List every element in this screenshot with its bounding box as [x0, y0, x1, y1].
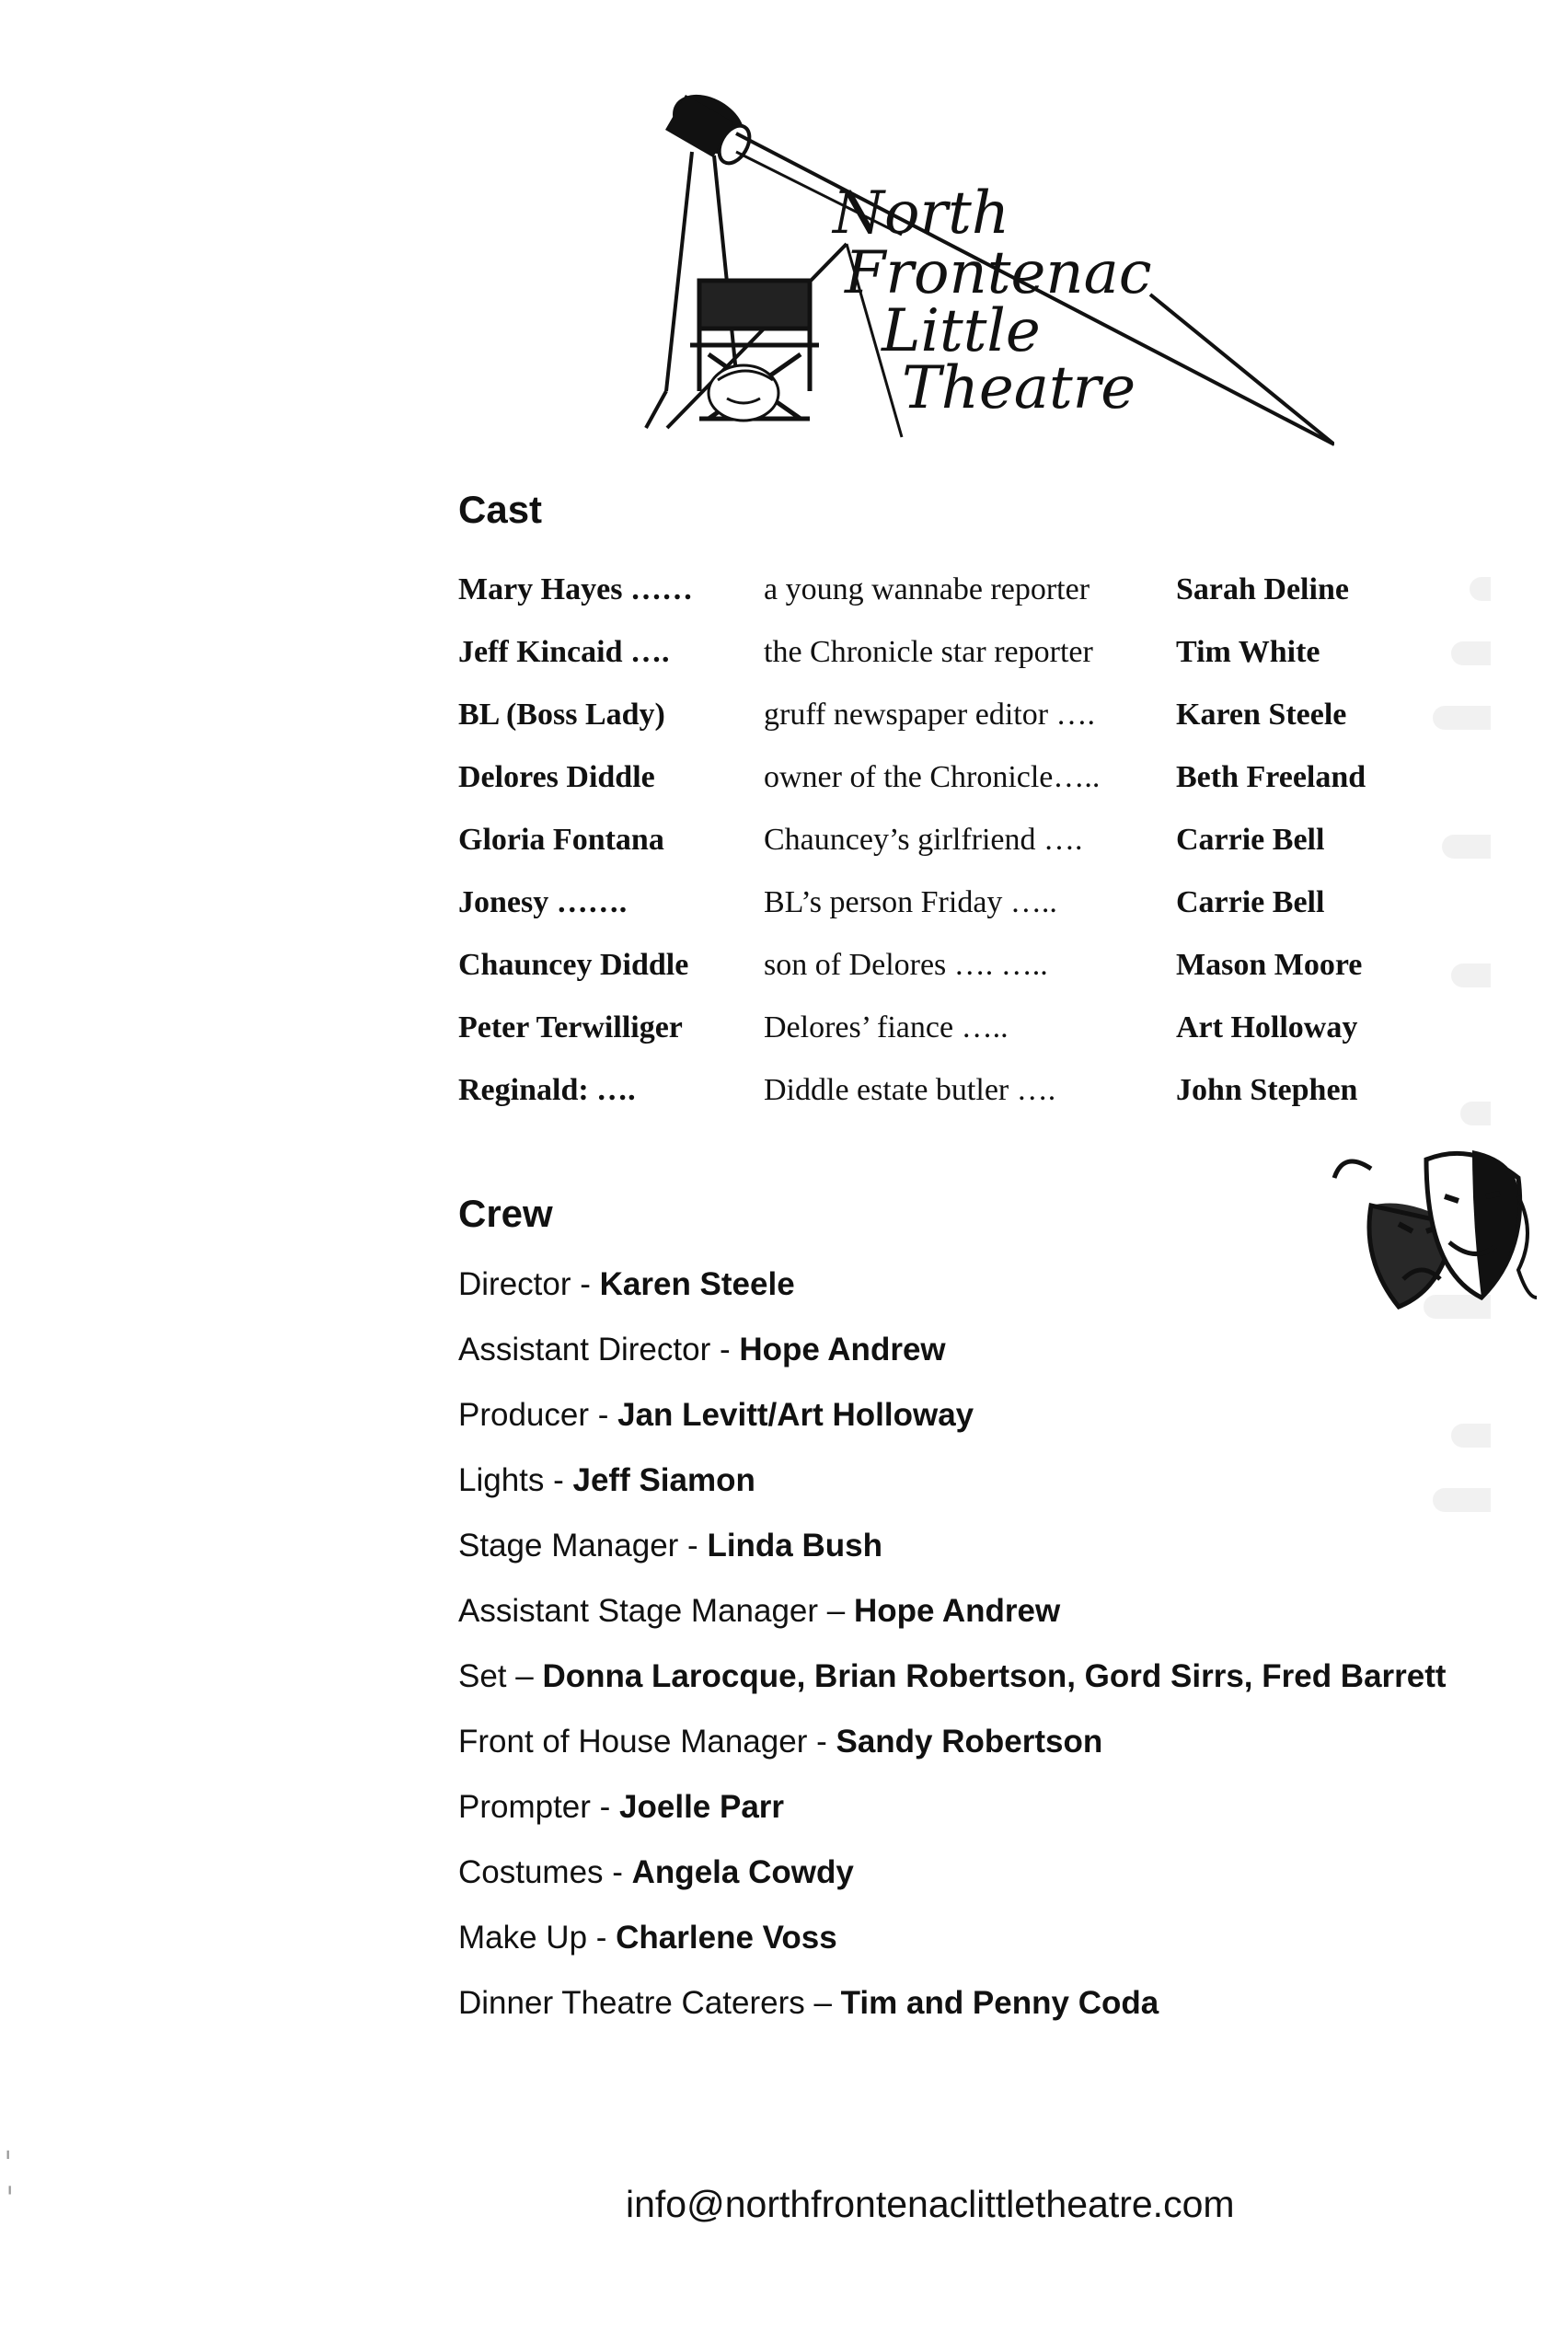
crew-role: Assistant Stage Manager –	[458, 1593, 854, 1629]
crew-member: Charlene Voss	[616, 1920, 837, 1956]
cast-actor: John Stephen	[1176, 1073, 1358, 1107]
cast-actor: Karen Steele	[1176, 698, 1347, 732]
crew-row	[458, 1462, 755, 1499]
cast-row	[458, 823, 1434, 878]
cast-character: Gloria Fontana	[458, 823, 664, 857]
cast-row	[458, 885, 1434, 940]
crew-row	[458, 1789, 784, 1826]
logo-word-north: North	[833, 179, 1010, 248]
cast-character: Delores Diddle	[458, 760, 655, 794]
cast-row	[458, 1010, 1434, 1066]
cast-actor: Art Holloway	[1176, 1010, 1358, 1044]
crew-member: Jan Levitt/Art Holloway	[617, 1397, 974, 1433]
cast-heading: Cast	[458, 488, 543, 531]
cast-actor: Tim White	[1176, 635, 1320, 669]
cast-actor: Carrie Bell	[1176, 885, 1325, 919]
crew-member: Sandy Robertson	[836, 1724, 1103, 1760]
scan-mark: ˌ	[4, 2126, 13, 2163]
cast-description: owner of the Chronicle…..	[764, 760, 1101, 794]
crew-member: Jeff Siamon	[572, 1462, 755, 1498]
scan-mark: ˈ	[6, 2181, 15, 2218]
cast-character: Jonesy …….	[458, 885, 628, 919]
logo-word-little: Little	[882, 297, 1041, 365]
cast-character: Chauncey Diddle	[458, 948, 689, 982]
cast-actor: Beth Freeland	[1176, 760, 1366, 794]
crew-member: Angela Cowdy	[631, 1854, 854, 1890]
crew-heading: Crew	[458, 1192, 553, 1235]
drama-masks-icon	[1316, 1141, 1537, 1316]
crew-row	[458, 1397, 974, 1434]
cast-character: Mary Hayes ……	[458, 572, 693, 606]
logo-word-theatre: Theatre	[902, 354, 1136, 422]
crew-row	[458, 1266, 795, 1303]
cast-description: Chauncey’s girlfriend ….	[764, 823, 1083, 857]
cast-description: gruff newspaper editor ….	[764, 698, 1096, 732]
cast-actor: Carrie Bell	[1176, 823, 1325, 857]
crew-row	[458, 1920, 837, 1956]
cast-row	[458, 948, 1434, 1003]
crew-role: Stage Manager -	[458, 1528, 708, 1564]
cast-character: Peter Terwilliger	[458, 1010, 683, 1044]
crew-member: Tim and Penny Coda	[840, 1985, 1159, 2021]
crew-role: Lights -	[458, 1462, 573, 1498]
crew-row	[458, 1593, 1060, 1630]
crew-member: Donna Larocque, Brian Robertson, Gord Sirrs, Fred Barrett	[542, 1658, 1447, 1694]
cast-description: BL’s person Friday …..	[764, 885, 1057, 919]
cast-actor: Sarah Deline	[1176, 572, 1349, 606]
cast-description: Delores’ fiance …..	[764, 1010, 1009, 1044]
crew-role: Producer -	[458, 1397, 618, 1433]
crew-member: Hope Andrew	[853, 1593, 1061, 1629]
crew-row	[458, 1658, 1447, 1695]
crew-row	[458, 1528, 882, 1564]
cast-character: BL (Boss Lady)	[458, 698, 665, 732]
cast-row	[458, 698, 1434, 753]
cast-character: Reginald: ….	[458, 1073, 636, 1107]
crew-role: Dinner Theatre Caterers –	[458, 1985, 841, 2021]
cast-character: Jeff Kincaid ….	[458, 635, 670, 669]
contact-email[interactable]: info@northfrontenaclittletheatre.com	[626, 2183, 1235, 2225]
cast-row	[458, 1073, 1434, 1128]
crew-row	[458, 1854, 854, 1891]
cast-row	[458, 760, 1434, 815]
crew-member: Joelle Parr	[619, 1789, 785, 1825]
crew-member: Hope Andrew	[739, 1332, 946, 1367]
cast-actor: Mason Moore	[1176, 948, 1363, 982]
crew-role: Prompter -	[458, 1789, 620, 1825]
cast-row	[458, 572, 1434, 628]
logo-word-frontenac: Frontenac	[845, 239, 1152, 307]
cast-row	[458, 635, 1434, 690]
cast-description: son of Delores …. …..	[764, 948, 1048, 982]
crew-role: Costumes -	[458, 1854, 632, 1890]
crew-member: Karen Steele	[599, 1266, 795, 1302]
crew-member: Linda Bush	[707, 1528, 882, 1564]
crew-row	[458, 1724, 1102, 1760]
theatre-logo	[635, 87, 1334, 465]
cast-description: the Chronicle star reporter	[764, 635, 1093, 669]
cast-description: a young wannabe reporter	[764, 572, 1090, 606]
crew-row	[458, 1985, 1159, 2022]
crew-row	[458, 1332, 946, 1368]
crew-role: Make Up -	[458, 1920, 617, 1956]
crew-role: Set –	[458, 1658, 543, 1694]
crew-role: Assistant Director -	[458, 1332, 740, 1367]
cast-description: Diddle estate butler ….	[764, 1073, 1056, 1107]
crew-role: Front of House Manager -	[458, 1724, 836, 1760]
crew-role: Director -	[458, 1266, 600, 1302]
